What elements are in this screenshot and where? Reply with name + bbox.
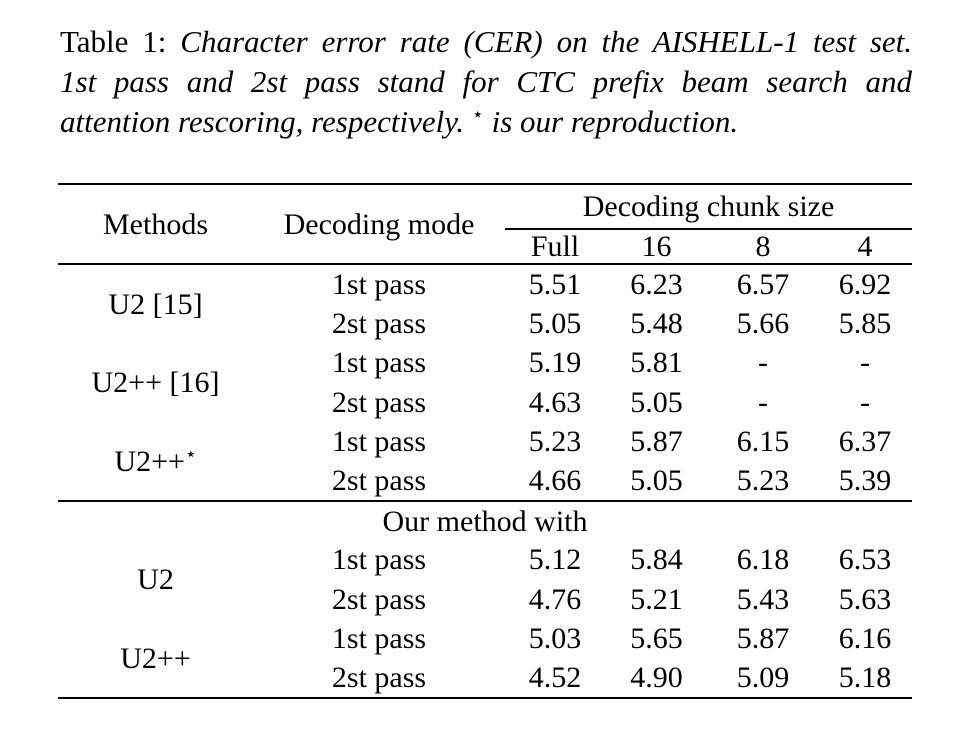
cer-value-cell: 5.03 <box>528 622 582 656</box>
cer-value-cell: 5.05 <box>630 385 683 419</box>
method-label: U2 <box>137 563 174 596</box>
cer-value-cell: 5.05 <box>630 464 683 498</box>
cer-value-cell: 5.19 <box>528 346 582 380</box>
table-row <box>58 540 912 580</box>
cer-value-cell: - <box>860 346 871 380</box>
cer-value-cell: 5.87 <box>630 425 683 459</box>
section-row <box>58 501 912 540</box>
cer-value-cell: 5.43 <box>736 582 790 616</box>
table-caption <box>60 22 912 142</box>
caption-line-2: 1st pass and 2st pass stand for CTC prefix beam search and <box>60 64 912 99</box>
cer-value-cell: - <box>860 385 871 419</box>
decoding-mode-cell: 1st pass <box>331 622 427 656</box>
caption-text-1: Character error rate (CER) on the AISHELL-1 test set. <box>180 24 913 59</box>
cer-value-cell: 6.16 <box>838 622 892 656</box>
header-chunk-full: Full <box>505 229 605 264</box>
decoding-mode-cell: 1st pass <box>331 267 427 301</box>
header-chunk-4: 4 <box>818 229 912 264</box>
caption-line-1 <box>60 22 912 62</box>
decoding-mode-cell: 1st pass <box>331 425 427 459</box>
header-chunk-size-group: Decoding chunk size <box>505 184 912 229</box>
cer-value-cell: 5.23 <box>528 425 582 459</box>
caption-text-3a: attention rescoring, respectively. <box>60 104 465 139</box>
cer-value-cell: 4.76 <box>528 582 582 616</box>
cer-value-cell-best: 4.52 <box>528 661 582 695</box>
table-row <box>58 264 912 304</box>
cer-value-cell: 5.39 <box>838 464 892 498</box>
header-decoding-mode: Decoding mode <box>253 184 505 264</box>
cer-value-cell: 6.37 <box>838 425 892 459</box>
cer-value-cell: 6.15 <box>736 425 790 459</box>
cer-value-cell: 5.21 <box>630 582 683 616</box>
cer-value-cell: 5.85 <box>838 306 892 340</box>
cer-value-cell: 6.23 <box>630 267 683 301</box>
method-name: U2++ <box>114 444 185 478</box>
decoding-mode-cell: 2st pass <box>331 385 427 419</box>
cer-value-cell: 6.18 <box>736 543 790 577</box>
cer-value-cell: 5.48 <box>630 306 683 340</box>
cer-value-cell: 4.66 <box>528 464 582 498</box>
caption-table-number: Table 1: <box>60 24 167 59</box>
table-row <box>58 619 912 659</box>
cer-value-cell: 5.63 <box>838 582 892 616</box>
decoding-mode-cell: 2st pass <box>331 464 427 498</box>
cer-value-cell: 5.12 <box>528 543 582 577</box>
cer-value-cell: 5.51 <box>528 267 582 301</box>
decoding-mode-cell: 1st pass <box>331 543 427 577</box>
cer-value-cell: 5.05 <box>528 306 582 340</box>
cer-value-cell: 5.65 <box>630 622 683 656</box>
caption-text-3b: is our reproduction. <box>491 104 739 139</box>
table-row <box>58 343 912 383</box>
header-chunk-8: 8 <box>708 229 818 264</box>
cer-value-cell: 6.57 <box>736 267 790 301</box>
cer-value-cell-best: 5.18 <box>838 661 892 695</box>
cer-value-cell: 5.81 <box>630 346 683 380</box>
star-symbol: ⋆ <box>184 443 197 465</box>
cer-value-cell: 5.23 <box>736 464 790 498</box>
results-table <box>58 183 912 699</box>
header-chunk-16: 16 <box>605 229 708 264</box>
header-methods: Methods <box>58 184 253 264</box>
decoding-mode-cell: 2st pass <box>331 661 427 695</box>
cer-value-cell: 5.84 <box>630 543 683 577</box>
star-symbol: ⋆ <box>471 102 484 126</box>
cer-value-cell-best: 4.90 <box>630 661 683 695</box>
cer-value-cell: 5.87 <box>736 622 790 656</box>
method-label: U2 [15] <box>108 287 203 321</box>
cer-value-cell-best: 5.09 <box>736 661 790 695</box>
cer-value-cell: 6.53 <box>838 543 892 577</box>
decoding-mode-cell: 1st pass <box>331 346 427 380</box>
method-label: U2++ [16] <box>91 366 220 399</box>
decoding-mode-cell: 2st pass <box>331 306 427 340</box>
caption-line-3 <box>60 102 912 142</box>
cer-value-cell: 6.92 <box>838 267 892 301</box>
section-label: Our method with <box>58 501 912 540</box>
method-label <box>58 422 253 501</box>
cer-value-cell: - <box>758 346 768 380</box>
method-label: U2++ <box>120 641 191 675</box>
cer-value-cell: 4.63 <box>528 385 582 419</box>
cer-value-cell: - <box>758 385 768 419</box>
table-row <box>58 422 912 462</box>
decoding-mode-cell: 2st pass <box>331 582 427 616</box>
cer-value-cell: 5.66 <box>736 306 790 340</box>
